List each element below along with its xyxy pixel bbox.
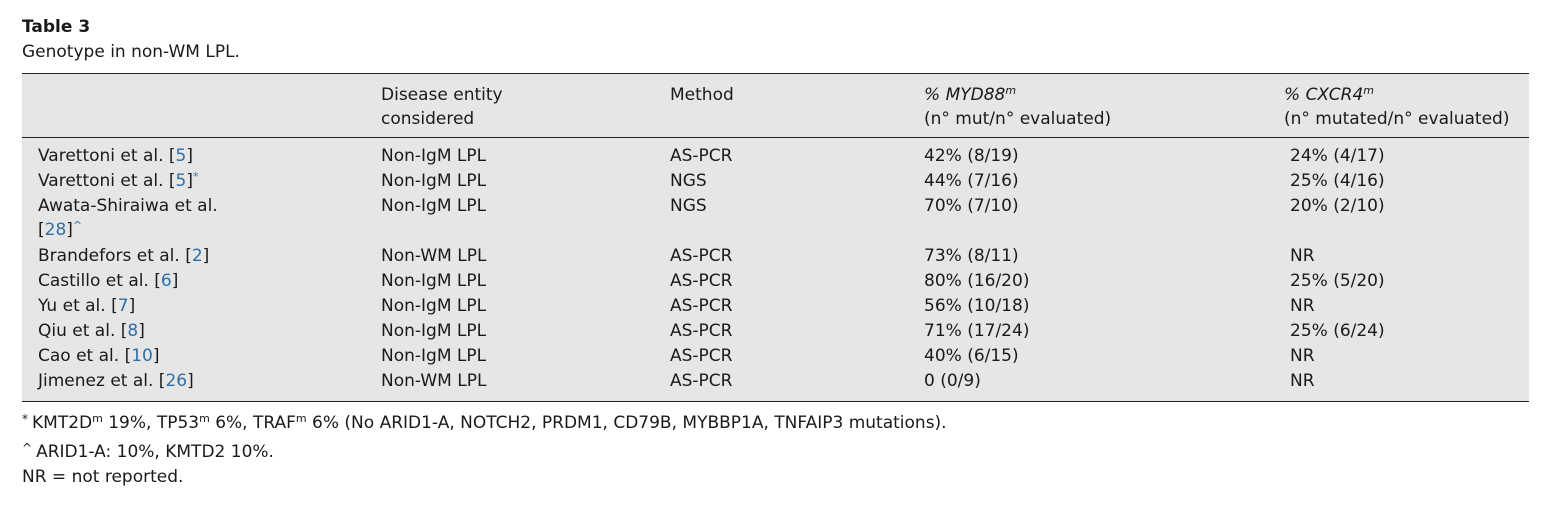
- row-5-myd88: 80% (16/20): [924, 271, 1030, 291]
- header-myd88: [924, 83, 1111, 131]
- footnote-mark[interactable]: *: [193, 170, 199, 183]
- table-footnotes: [22, 407, 947, 490]
- row-8-disease: Non-IgM LPL: [381, 346, 487, 366]
- row-9-study: Jimenez et al. [26]: [38, 371, 194, 391]
- row-3-myd88: 70% (7/10): [924, 196, 1019, 216]
- row-3-study: Awata-Shiraiwa et al. [28]^: [38, 196, 218, 240]
- citation-link[interactable]: 8: [127, 321, 139, 341]
- row-3-cxcr4: 20% (2/10): [1290, 196, 1385, 216]
- row-7-method: AS-PCR: [670, 321, 733, 341]
- row-9-myd88: 0 (0/9): [924, 371, 981, 391]
- footnote-1-mark: *: [22, 412, 28, 426]
- row-9-cxcr4: NR: [1290, 371, 1315, 391]
- header-myd88-line2: (n° mut/n° evaluated): [924, 109, 1112, 129]
- row-6-disease: Non-IgM LPL: [381, 296, 487, 316]
- header-disease-line1: Disease entity: [381, 85, 503, 105]
- row-2-myd88: 44% (7/16): [924, 171, 1019, 191]
- row-1-cxcr4: 24% (4/17): [1290, 146, 1385, 166]
- header-method: Method: [670, 85, 734, 105]
- row-1-study: Varettoni et al. [5]: [38, 146, 194, 166]
- row-8-cxcr4: NR: [1290, 346, 1315, 366]
- header-disease-line2: considered: [381, 109, 475, 129]
- table-caption: Genotype in non-WM LPL.: [22, 42, 240, 62]
- row-7-cxcr4: 25% (6/24): [1290, 321, 1385, 341]
- row-8-study: Cao et al. [10]: [38, 346, 160, 366]
- header-cxcr4-prefix: %: [1284, 85, 1306, 105]
- row-2-cxcr4: 25% (4/16): [1290, 171, 1385, 191]
- row-2-study: Varettoni et al. [5]*: [38, 170, 199, 191]
- header-divider: [22, 137, 1529, 138]
- row-1-myd88: 42% (8/19): [924, 146, 1019, 166]
- row-8-method: AS-PCR: [670, 346, 733, 366]
- header-cxcr4-sup: m: [1363, 84, 1374, 97]
- header-myd88-gene: MYD88: [945, 85, 1006, 105]
- row-9-method: AS-PCR: [670, 371, 733, 391]
- row-8-myd88: 40% (6/15): [924, 346, 1019, 366]
- row-4-myd88: 73% (8/11): [924, 246, 1019, 266]
- row-2-method: NGS: [670, 171, 707, 191]
- row-7-study: Qiu et al. [8]: [38, 321, 145, 341]
- row-4-study: Brandefors et al. [2]: [38, 246, 210, 266]
- row-7-myd88: 71% (17/24): [924, 321, 1030, 341]
- header-cxcr4-gene: CXCR4: [1305, 85, 1364, 105]
- genotype-table: [22, 73, 1529, 402]
- header-myd88-prefix: %: [924, 85, 946, 105]
- row-5-disease: Non-IgM LPL: [381, 271, 487, 291]
- row-7-disease: Non-IgM LPL: [381, 321, 487, 341]
- header-myd88-sup: m: [1005, 84, 1017, 97]
- footnote-mark[interactable]: ^: [72, 219, 83, 232]
- footnote-3: NR = not reported.: [22, 467, 184, 487]
- row-5-method: AS-PCR: [670, 271, 733, 291]
- citation-link[interactable]: 6: [160, 271, 172, 291]
- row-9-disease: Non-WM LPL: [381, 371, 487, 391]
- row-2-disease: Non-IgM LPL: [381, 171, 487, 191]
- row-3-disease: Non-IgM LPL: [381, 196, 487, 216]
- row-5-cxcr4: 25% (5/20): [1290, 271, 1385, 291]
- row-3-method: NGS: [670, 196, 707, 216]
- table-label: Table 3: [22, 17, 91, 37]
- row-1-disease: Non-IgM LPL: [381, 146, 487, 166]
- row-6-cxcr4: NR: [1290, 296, 1315, 316]
- footnote-2-mark: ^: [22, 441, 33, 455]
- row-6-method: AS-PCR: [670, 296, 733, 316]
- header-disease-entity: [381, 83, 503, 131]
- citation-link[interactable]: 26: [165, 371, 188, 391]
- footnote-1: * $KMT2D^m$ 19%, TP53$^m$ 6%, TRAF$^m$ 6% (No ARID1-A, NOTCH2, PRDM1, CD79B, MYBBP1A, TNFAIP3 mutations).: [22, 412, 947, 433]
- footnote-2: ^ ARID1-A: 10%, KMTD2 10%.: [22, 441, 274, 462]
- row-1-method: AS-PCR: [670, 146, 733, 166]
- citation-link[interactable]: 5: [175, 171, 187, 191]
- header-cxcr4-line2: (n° mutated/n° evaluated): [1284, 109, 1510, 129]
- row-6-myd88: 56% (10/18): [924, 296, 1030, 316]
- citation-link[interactable]: 7: [117, 296, 129, 316]
- row-4-disease: Non-WM LPL: [381, 246, 487, 266]
- citation-link[interactable]: 2: [191, 246, 203, 266]
- citation-link[interactable]: 10: [131, 346, 153, 366]
- row-6-study: Yu et al. [7]: [38, 296, 136, 316]
- header-cxcr4: [1284, 83, 1509, 131]
- row-4-method: AS-PCR: [670, 246, 733, 266]
- citation-link[interactable]: 5: [175, 146, 187, 166]
- row-4-cxcr4: NR: [1290, 246, 1315, 266]
- row-5-study: Castillo et al. [6]: [38, 271, 179, 291]
- citation-link[interactable]: 28: [44, 220, 67, 240]
